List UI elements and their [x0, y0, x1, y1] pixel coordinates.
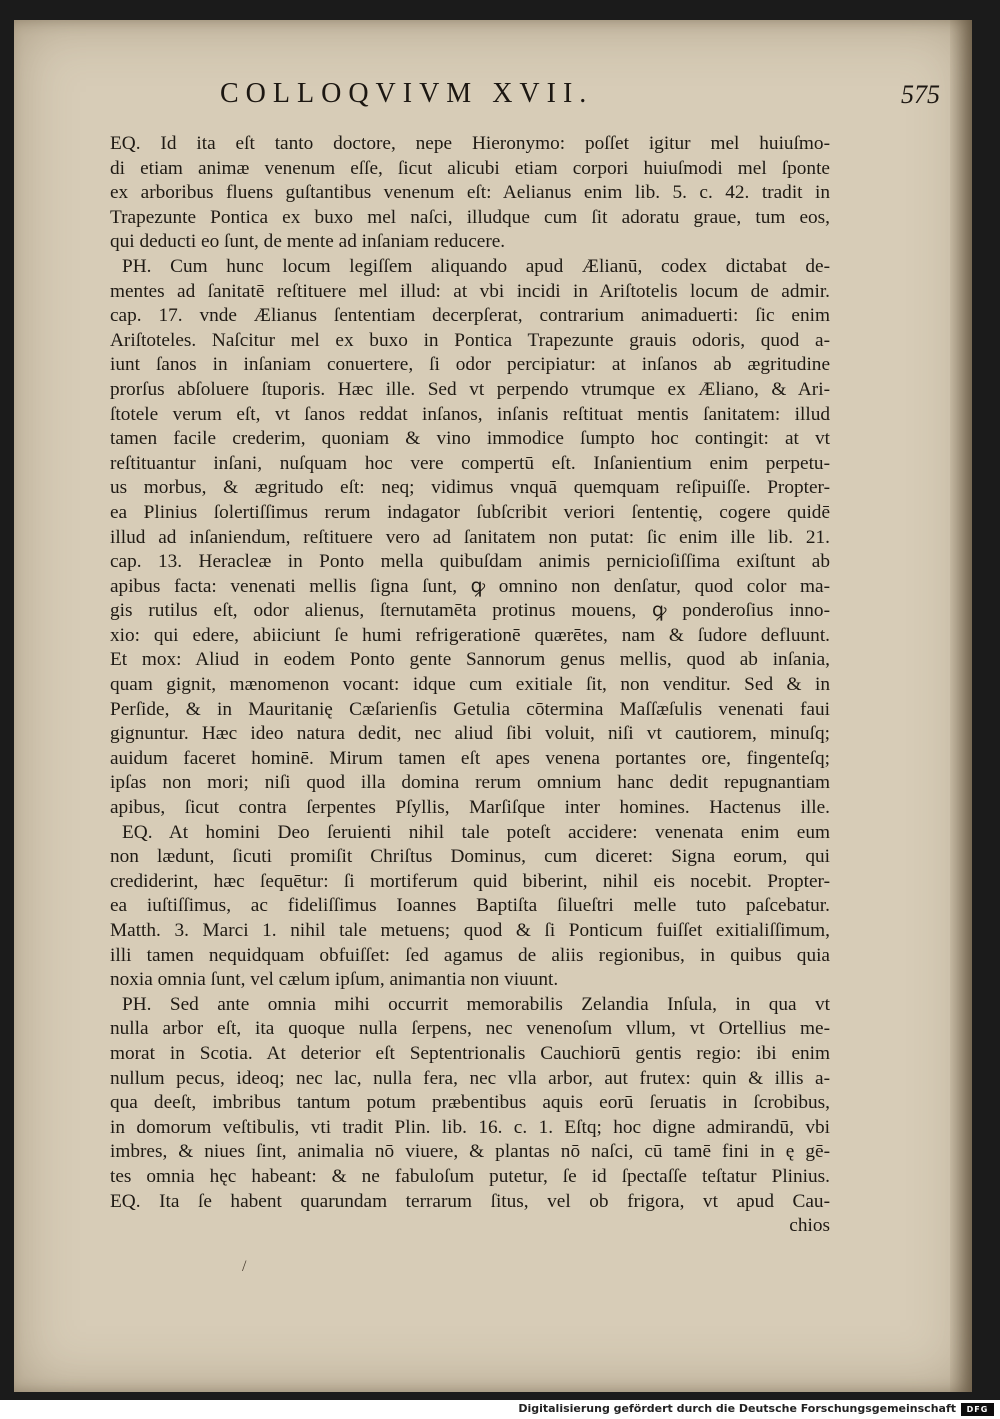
text-line: apibus, ſicut contra ſerpentes Pſyllis, Marſiſque inter homines. Hactenus ille.: [110, 797, 830, 819]
funding-credit: Digitalisierung gefördert durch die Deutsche Forschungsgemeinschaft: [518, 1402, 956, 1415]
text-line: xio: qui edere, abiiciunt ſe humi refrigerationē quærētes, nam & ſudore defluunt.: [110, 624, 830, 646]
text-line: noxia omnia ſunt, vel cælum ipſum, animantia non viuunt.: [110, 969, 559, 991]
text-line: ea iuſtiſſimus, ac fideliſſimus Ioannes Baptiſta ſilueſtri melle tuto paſcebatur.: [110, 895, 830, 917]
text-line: ipſas non mori; niſi quod illa domina rerum omnium hanc dedit repugnantiam: [110, 772, 830, 794]
text-line: illi tamen nequidquam obfuiſſet: ſed agamus de aliis regionibus, in quibus quia: [110, 944, 830, 966]
stray-mark: /: [242, 1258, 247, 1275]
text-line: prorſus abſoluere ſtuporis. Hæc ille. Sed vt perpendo vtrumque ex Æliano, & Ari-: [110, 378, 830, 400]
text-line: EQ. Ita ſe habent quarundam terrarum ſitus, vel ob frigora, vt apud Cau-: [110, 1190, 830, 1212]
body-text: [110, 132, 830, 1239]
text-line: imbres, & niues ſint, animalia nō viuere, & plantas nō naſci, cū tamē fini in ę gē-: [110, 1141, 830, 1163]
text-line: Ariſtoteles. Naſcitur mel ex buxo in Pontica Trapezunte grauis odoris, quod a-: [110, 329, 830, 351]
text-line: in domorum veſtibulis, vti tradit Plin. lib. 16. c. 1. Eſtq; hoc digne admirandū, vbi: [110, 1116, 830, 1138]
text-line: us morbus, & ægritudo eſt: neq; vidimus vnquā quemquam reſipuiſſe. Propter-: [110, 477, 830, 499]
text-line: cap. 17. vnde Ælianus ſententiam decerpſerat, contrarium animaduerti: ſic enim: [110, 305, 830, 327]
text-line: di etiam animæ venenum eſſe, ſicut alicubi etiam corpori huiuſmodi mel ſponte: [110, 157, 830, 179]
page-edge-shadow: [950, 20, 972, 1392]
text-line: mentes ad ſanitatē reſtituere mel illud: at vbi incidi in Ariſtotelis locum de admir.: [110, 280, 830, 302]
text-line: Trapezunte Pontica ex buxo mel naſci, illudque cum ſit adoratu graue, tum eos,: [110, 206, 830, 228]
dfg-logo: DFG: [961, 1403, 994, 1416]
text-line: EQ. Id ita eſt tanto doctore, nepe Hieronymo: poſſet igitur mel huiuſmo-: [110, 133, 830, 154]
text-line: quam gignit, mænomenon vocant: idque cum exitiale ſit, non venditur. Sed & in: [110, 674, 830, 696]
text-line: cap. 13. Heracleæ in Ponto mella quibuſdam animis pernicioſiſſima exiſtunt ab: [110, 551, 830, 573]
text-line: qui deducti eo ſunt, de mente ad inſaniam reducere.: [110, 231, 506, 253]
text-line: EQ. At homini Deo ſeruienti nihil tale poteſt accidere: venenata enim eum: [122, 821, 830, 843]
digitization-footer: [0, 1400, 1000, 1419]
text-line: qua deeſt, imbribus tantum potum præbentibus aquis eorū ſeruatis in ſcrobibus,: [110, 1092, 830, 1114]
text-line: gignuntur. Hæc ideo natura dedit, nec aliud ſibi voluit, niſi vt cautiorem, minuſq;: [110, 723, 830, 745]
text-line: non lædunt, ſicuti promiſit Chriſtus Dominus, cum diceret: Signa eorum, qui: [110, 846, 830, 868]
text-line: PH. Sed ante omnia mihi occurrit memorabilis Zelandia Inſula, in qua vt: [122, 993, 830, 1015]
text-line: nullum pecus, ideoq; nec lac, nulla fera, nec vlla arbor, aut frutex: quin & illis a-: [110, 1067, 830, 1089]
text-line: Et mox: Aliud in eodem Ponto gente Sannorum genus mellis, quod ab inſania,: [110, 649, 830, 671]
text-line: reſtituantur inſani, nuſquam hoc vere compertū eſt. Inſanientium enim perpetu-: [110, 452, 830, 474]
text-line: tes omnia hęc habeant: & ne fabuloſum putetur, ſe id ſpectaſſe teſtatur Plinius.: [110, 1165, 830, 1187]
text-line: ex arboribus fluens guſtantibus venenum eſt: Aelianus enim lib. 5. c. 42. tradit in: [110, 182, 830, 204]
text-line: morat in Scotia. At deterior eſt Septentrionalis Cauchiorū gentis regio: ibi enim: [110, 1042, 830, 1064]
text-line: ea Plinius ſolertiſſimus rerum indagator ſubſcribit veriori ſententię, cogere quidē: [110, 501, 830, 523]
text-line: Perſide, & in Mauritanię Cæſarienſis Getulia cōtermina Maſſæſulis venenati faui: [110, 698, 830, 720]
book-page: [14, 20, 972, 1392]
running-head: [220, 78, 940, 118]
page-number: 575: [901, 80, 940, 109]
text-line: gis rutilus eſt, odor alienus, ſternutamēta protinus mouens, ꝙ ponderoſius inno-: [110, 600, 830, 622]
text-line: iunt ſanos in inſaniam conuertere, ſi odor percipiatur: at inſanos ab ægritudine: [110, 354, 830, 376]
text-line: tamen facile crederim, quoniam & vino immodice ſumpto hoc contingit: at vt: [110, 428, 830, 450]
chapter-title: COLLOQVIVM XVII.: [220, 78, 594, 109]
text-line: Matth. 3. Marci 1. nihil tale metuens; quod & ſi Ponticum fuiſſet exitialiſſimum,: [110, 920, 830, 941]
text-line: crediderint, hæc ſequētur: ſi mortiferum quid biberint, nihil eis nocebit. Propter-: [110, 870, 830, 892]
text-line: PH. Cum hunc locum legiſſem aliquando apud Ælianū, codex dictabat de-: [122, 255, 830, 277]
text-line: chios: [789, 1215, 830, 1237]
text-line: ſtotele verum eſt, vt ſanos reddat inſanos, inſanis reſtituat mentis ſanitatem: illud: [110, 403, 830, 425]
text-line: nulla arbor eſt, ita quoque nulla ſerpens, nec venenoſum vllum, vt Ortellius me-: [110, 1018, 830, 1040]
text-line: apibus facta: venenati mellis ſigna ſunt, ꝙ omnino non denſatur, quod color ma-: [110, 575, 830, 597]
text-line: illud ad inſaniendum, reſtituere vero ad ſanitatem non putat: ſic enim ille lib. 21.: [110, 526, 830, 548]
text-line: auidum faceret hominē. Mirum tamen eſt apes venena portantes ore, fingenteſq;: [110, 747, 830, 769]
